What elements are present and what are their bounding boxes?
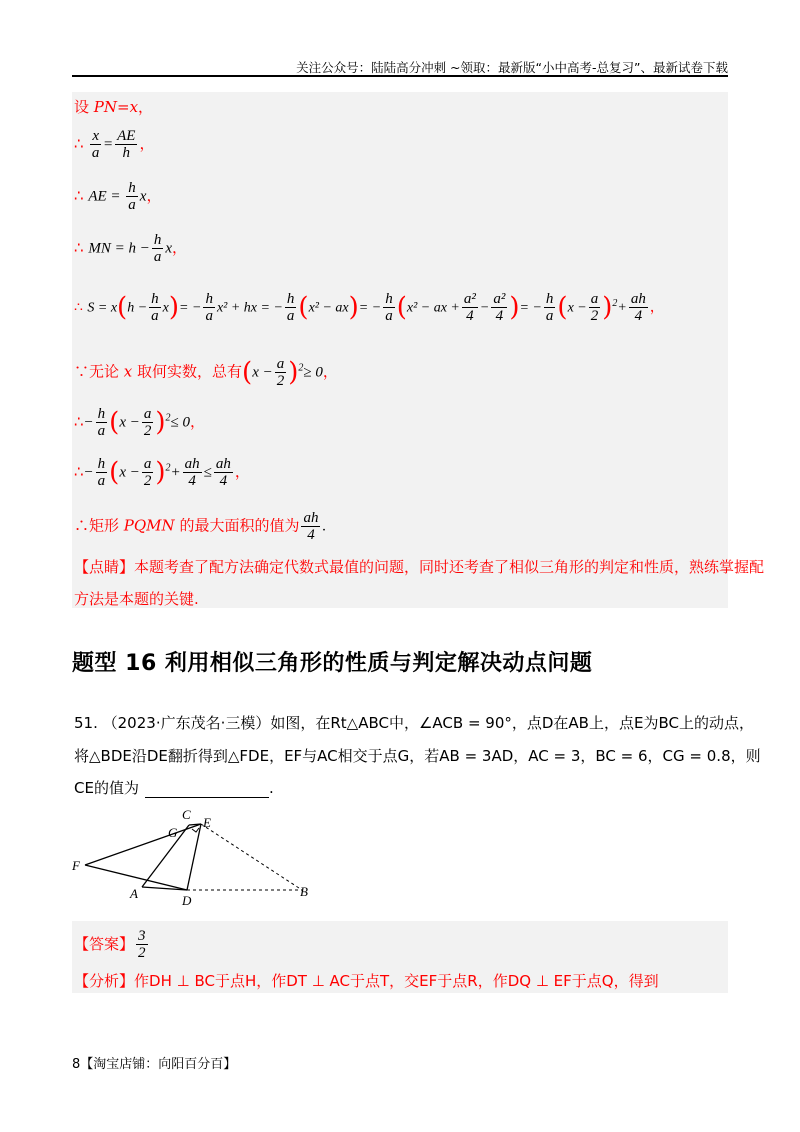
right-angle-mark [192, 828, 199, 832]
solution-step-2: ∴ $\frac{x}{a}$ = $\frac{AE}{h}$ ， [74, 128, 155, 161]
fraction: $\frac{x}{a}$ [91, 128, 100, 161]
comment-line-2: 方法是本题的关键. [74, 590, 199, 608]
fraction: $\frac{AE}{h}$ [117, 128, 136, 161]
question-line-3: CE的值为 . [74, 779, 274, 797]
segment-FE [85, 824, 201, 865]
label-C: C [182, 807, 191, 822]
geometry-figure [68, 806, 328, 914]
analysis-line: 【分析】作DH ⊥ BC于点H，作DT ⊥ AC于点T，交EF于点R，作DQ ⊥ EF于点Q，得到 [74, 972, 659, 990]
solution-step-4: ∴ MN = h − $\frac{h}{a}$ x， [74, 232, 188, 265]
answer-blank [145, 783, 269, 798]
solution-step-5: ∴ S = x(h − $\frac{h}{a}$ x)= − $\frac{h}{a}$ x² + hx = − $\frac{h}{a}$ (x² − ax)= − $\frac{h}{a}$ (x² − ax + $\frac{\text{a²}}{4}$ − $\frac{\text{a²}}{4}$ )= − $\frac{h}{a}$ (x − $\frac{a}{2}$ )$^2$+ $\frac{ah}{4}$ ， [74, 291, 664, 324]
comment-line-1: 【点睛】本题考查了配方法确定代数式最值的问题，同时还考查了相似三角形的判定和性质，熟练掌握配 [74, 558, 765, 576]
solution-step-7: ∴− $\frac{h}{a}$ (x − $\frac{a}{2}$ )$^2$≤ 0， [74, 406, 206, 439]
section-title: 题型 16 利用相似三角形的性质与判定解决动点问题 [72, 651, 593, 676]
page-header: 关注公众号：陆陆高分冲刺 ~领取：最新版“小中高考-总复习”、最新试卷下载 [296, 60, 728, 75]
label-F: F [72, 858, 80, 873]
solution-step-1: 设 PN=x， [74, 98, 154, 116]
label-B: B [300, 884, 308, 899]
label-G: G [168, 825, 178, 840]
page-footer: 8【淘宝店铺：向阳百分百】 [72, 1057, 237, 1072]
question-line-1: 51. （2023·广东茂名·三模）如图，在Rt△ABC中，∠ACB = 90°，点D在AB上，点E为BC上的动点， [74, 714, 754, 732]
segment-EB [201, 824, 302, 890]
answer-line: 【答案】 $\frac{3}{2}$ [74, 928, 146, 961]
segment-AC [142, 825, 189, 887]
question-line-2: 将△BDE沿DE翻折得到△FDE，EF与AC相交于点G，若AB = 3AD，AC = 3，BC = 6，CG = 0.8，则 [74, 747, 761, 765]
solution-step-8: ∴− $\frac{h}{a}$ (x − $\frac{a}{2}$ )$^2$+ $\frac{ah}{4}$ ≤ $\frac{ah}{4}$ ， [74, 456, 250, 489]
label-A: A [130, 886, 138, 901]
segment-DE [187, 824, 201, 890]
header-rule [72, 75, 728, 77]
label-D: D [182, 893, 192, 908]
solution-step-6: ∵无论 x 取何实数，总有(x − $\frac{a}{2}$ )$^2$≥ 0， [74, 356, 338, 389]
solution-step-3: ∴ AE = $\frac{h}{a}$ x， [74, 180, 162, 213]
label-E: E [203, 815, 211, 830]
solution-step-9: ∴矩形 PQMN 的最大面积的值为 $\frac{ah}{4}$ . [74, 510, 327, 543]
